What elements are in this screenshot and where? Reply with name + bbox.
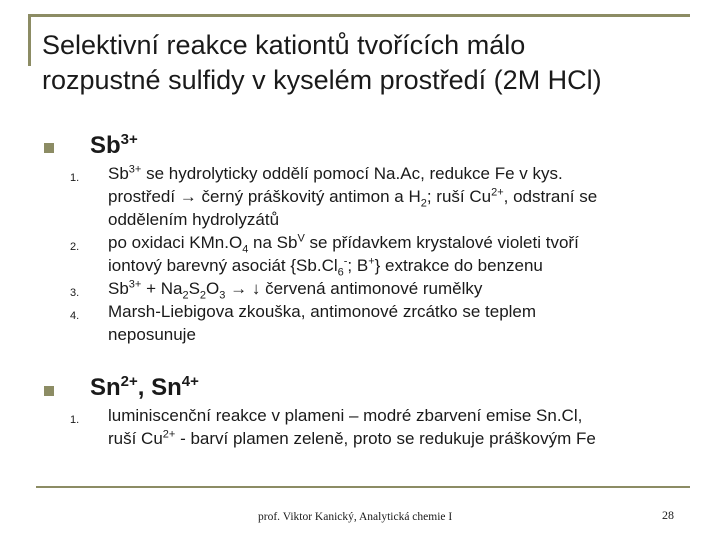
list-item-sb-3 (108, 277, 708, 300)
item-line: neposunuje (108, 325, 196, 344)
item-number: 1. (70, 172, 80, 184)
item-line: Marsh-Liebigova zkouška, antimonové zrcátko se teplem (108, 302, 537, 321)
item-line: $Sb^{3+}$ se hydrolyticky oddělí pomocí Na.Ac, redukce Fe v kys. (108, 163, 563, 183)
list-item-sb-4 (108, 300, 708, 346)
bullet-square-icon (44, 143, 54, 153)
footer-divider (36, 486, 690, 488)
section-heading-sb (90, 132, 138, 160)
section-heading-sb-base: Sb (90, 132, 121, 159)
title-line-1: Selektivní reakce kationtů tvořících málo (42, 30, 526, 60)
item-line: oddělením hydrolyzátů (108, 210, 280, 229)
title-line-2: rozpustné sulfidy v kyselém prostředí (2M HCl) (42, 65, 602, 95)
list-item-sb-2 (108, 231, 708, 277)
title-bracket-vertical (28, 14, 31, 66)
item-line: po oxidaci $KMn.O_4$ na $Sb^V$ se přídavkem krystalové violeti tvoří (108, 232, 579, 256)
list-item-sn-1 (108, 404, 708, 450)
item-number: 3. (70, 287, 80, 299)
item-number: 4. (70, 310, 80, 322)
footer-author: prof. Viktor Kanický, Analytická chemie I (258, 511, 453, 523)
item-line: prostředí → černý práškovitý antimon a $H_2$; ruší $Cu^{2+}$, odstraní se (108, 186, 598, 210)
list-item-sb-1 (108, 162, 708, 231)
item-line: $Sb^{3+} + Na_2S_2O_3$ → ↓ červená antimonové rumělky (108, 278, 483, 302)
item-line: luminiscenční reakce v plameni – modré zbarvení emise Sn.Cl, (108, 406, 583, 425)
section-heading-sn: $Sn^{2+}$, $Sn^{4+}$ (90, 373, 199, 401)
slide-title (42, 28, 712, 98)
item-number: 1. (70, 414, 80, 426)
section-heading-sb-charge: 3+ (120, 131, 138, 148)
title-bracket-horizontal (28, 14, 690, 17)
item-line: iontový barevný asociát {$Sb.Cl_6^-$; B+} extrakce do benzenu (108, 255, 543, 279)
page-number: 28 (662, 508, 674, 522)
item-number: 2. (70, 241, 80, 253)
item-line: ruší $Cu^{2+}$ - barví plamen zeleně, proto se redukuje práškovým Fe (108, 428, 596, 448)
bullet-square-icon (44, 386, 54, 396)
